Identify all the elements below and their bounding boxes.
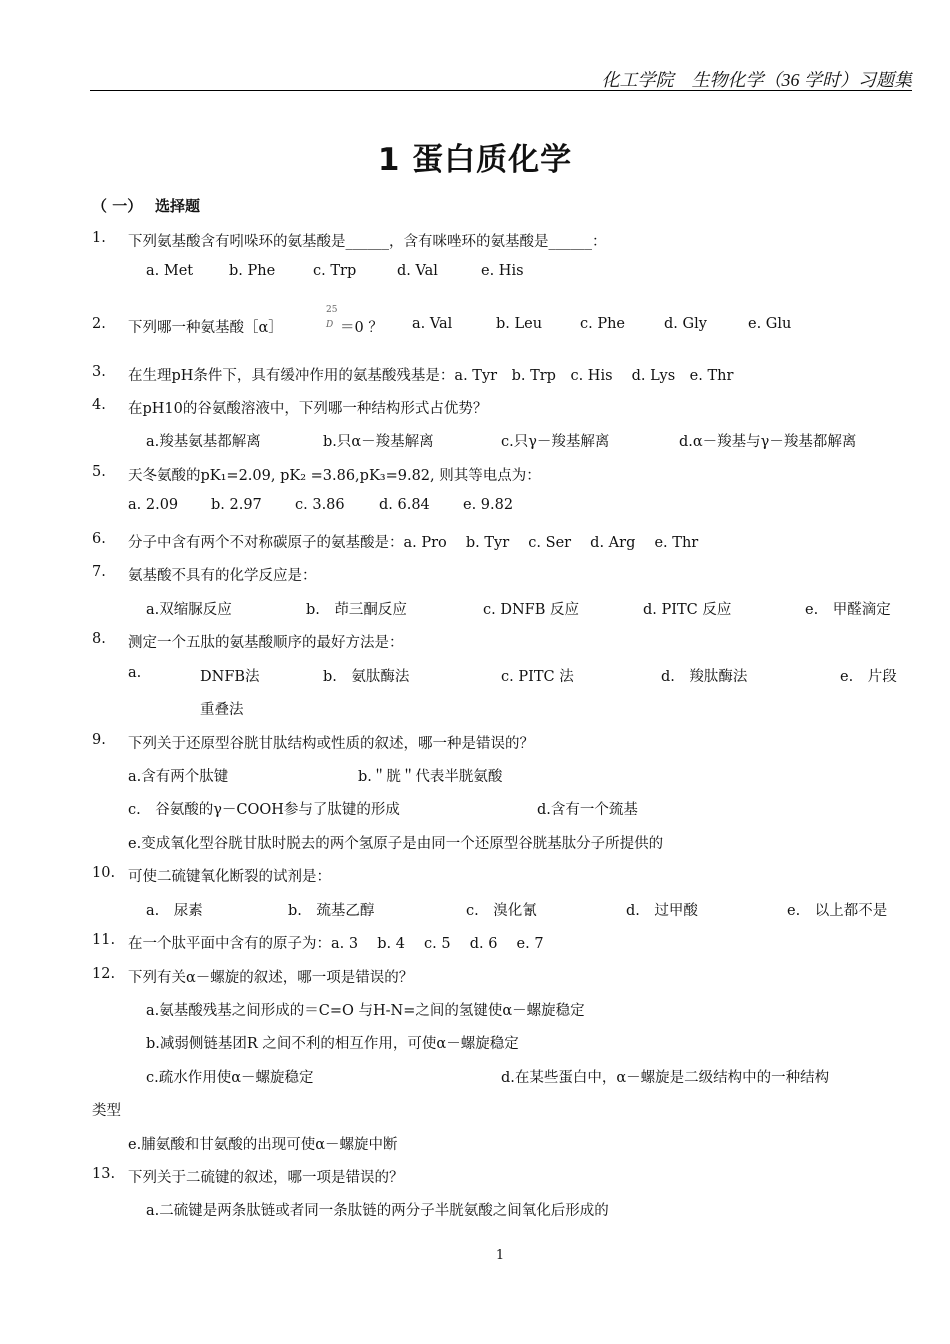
q13-number: 13. <box>92 1166 116 1182</box>
q5-option-c: c. 3.86 <box>295 497 345 513</box>
q7-option-b: b. 茚三酮反应 <box>306 602 407 618</box>
q4-option-a: a.羧基氨基都解离 <box>146 434 261 450</box>
q7-text: 氨基酸不具有的化学反应是： <box>128 568 317 584</box>
q1-option-d: d. Val <box>397 263 438 279</box>
q7-option-e: e. 甲醛滴定 <box>805 602 891 618</box>
q8-text: 测定一个五肽的氨基酸顺序的最好方法是： <box>128 635 404 651</box>
q9-option-d: d.含有一个巯基 <box>537 802 638 818</box>
q13-text: 下列关于二硫键的叙述，哪一项是错误的？ <box>128 1170 404 1186</box>
q7-option-d: d. PITC 反应 <box>643 602 732 618</box>
q8-option-c: c. PITC 法 <box>501 669 574 685</box>
q11-text: 在一个肽平面中含有的原子为：a. 3 b. 4 c. 5 d. 6 e. 7 <box>128 936 544 952</box>
q12-option-d: d.在某些蛋白中，α－螺旋是二级结构中的一种结构 <box>501 1070 830 1086</box>
q10-text: 可使二硫键氧化断裂的试剂是： <box>128 869 331 885</box>
section-heading: （ 一） 选择题 <box>92 197 200 215</box>
q7-option-a: a.双缩脲反应 <box>146 602 232 618</box>
q8-option-d: d. 羧肽酶法 <box>661 669 748 685</box>
q4-text: 在pH10的谷氨酸溶液中，下列哪一种结构形式占优势？ <box>128 401 488 417</box>
q8-number: 8. <box>92 631 106 647</box>
q11-number: 11. <box>92 932 116 948</box>
q1-number: 1. <box>92 230 106 246</box>
q2-superscript: 25 <box>326 305 338 315</box>
q12-number: 12. <box>92 966 116 982</box>
q1-option-b: b. Phe <box>229 263 276 279</box>
q12-option-a: a.氨基酸残基之间形成的＝C=O 与H-N=之间的氢键使α－螺旋稳定 <box>146 1003 585 1019</box>
q9-option-e: e.变成氧化型谷胱甘肽时脱去的两个氢原子是由同一个还原型谷胱基肽分子所提供的 <box>128 836 664 852</box>
q5-option-b: b. 2.97 <box>211 497 262 513</box>
q1-option-e: e. His <box>481 263 524 279</box>
q2-option-a: a. Val <box>412 316 453 332</box>
q1-option-c: c. Trp <box>313 263 357 279</box>
q6-number: 6. <box>92 531 106 547</box>
q2-option-b: b. Leu <box>496 316 543 332</box>
q10-number: 10. <box>92 865 116 881</box>
q4-number: 4. <box>92 397 106 413</box>
q8-option-e-cont: 重叠法 <box>200 702 244 718</box>
q9-option-a: a.含有两个肽键 <box>128 769 229 785</box>
q2-text: 下列哪一种氨基酸［α］ <box>128 320 283 336</box>
q6-text: 分子中含有两个不对称碳原子的氨基酸是：a. Pro b. Tyr c. Ser d. Arg e. Thr <box>128 535 699 551</box>
q12-option-d-cont: 类型 <box>92 1103 121 1119</box>
q5-text: 天冬氨酸的pK₁=2.09, pK₂ =3.86,pK₃=9.82, 则其等电点为： <box>128 468 541 484</box>
q5-option-a: a. 2.09 <box>128 497 179 513</box>
page-number: 1 <box>495 1248 505 1263</box>
chapter-title: 1 蛋白质化学 <box>377 142 573 178</box>
q2-option-c: c. Phe <box>580 316 626 332</box>
q9-text: 下列关于还原型谷胱甘肽结构或性质的叙述，哪一种是错误的？ <box>128 736 534 752</box>
q8-option-e: e. 片段 <box>840 669 897 685</box>
q2-subscript: D <box>326 320 334 330</box>
q9-number: 9. <box>92 732 106 748</box>
header-rule <box>90 90 912 91</box>
q10-option-e: e. 以上都不是 <box>787 903 888 919</box>
q7-number: 7. <box>92 564 106 580</box>
q1-text: 下列氨基酸含有吲哚环的氨基酸是______，含有咪唑环的氨基酸是______： <box>128 234 607 250</box>
q10-option-a: a. 尿素 <box>146 903 203 919</box>
q3-text: 在生理pH条件下，具有缓冲作用的氨基酸残基是：a. Tyr b. Trp c. His d. Lys e. Thr <box>128 368 734 384</box>
q13-option-a: a.二硫键是两条肽链或者同一条肽链的两分子半胱氨酸之间氧化后形成的 <box>146 1203 609 1219</box>
q8-option-a-label: a. <box>128 665 142 681</box>
q5-option-d: d. 6.84 <box>379 497 430 513</box>
q2-number: 2. <box>92 316 106 332</box>
q9-option-b: b.＂胱＂代表半胱氨酸 <box>358 769 503 785</box>
q1-option-a: a. Met <box>146 263 194 279</box>
q5-option-e: e. 9.82 <box>463 497 514 513</box>
page-header: 化工学院 生物化学（36 学时）习题集 <box>601 70 912 90</box>
q10-option-d: d. 过甲酸 <box>626 903 698 919</box>
q8-option-b: b. 氨肽酶法 <box>323 669 410 685</box>
q2-option-d: d. Gly <box>664 316 707 332</box>
q3-number: 3. <box>92 364 106 380</box>
q12-option-b: b.减弱侧链基团R 之间不利的相互作用，可使α－螺旋稳定 <box>146 1036 519 1052</box>
q4-option-c: c.只γ－羧基解离 <box>501 434 610 450</box>
q4-option-d: d.α－羧基与γ－羧基都解离 <box>679 434 857 450</box>
q12-option-c: c.疏水作用使α－螺旋稳定 <box>146 1070 314 1086</box>
q7-option-c: c. DNFB 反应 <box>483 602 579 618</box>
q10-option-b: b. 巯基乙醇 <box>288 903 375 919</box>
q10-option-c: c. 溴化氰 <box>466 903 537 919</box>
q2-option-e: e. Glu <box>748 316 792 332</box>
q2-text-after: ＝0 ？ <box>340 320 383 336</box>
q5-number: 5. <box>92 464 106 480</box>
q4-option-b: b.只α－羧基解离 <box>323 434 434 450</box>
q8-option-a: DNFB法 <box>200 669 260 685</box>
q12-text: 下列有关α－螺旋的叙述，哪一项是错误的？ <box>128 970 414 986</box>
q12-option-e: e.脯氨酸和甘氨酸的出现可使α－螺旋中断 <box>128 1137 398 1153</box>
q9-option-c: c. 谷氨酸的γ－COOH参与了肽键的形成 <box>128 802 400 818</box>
